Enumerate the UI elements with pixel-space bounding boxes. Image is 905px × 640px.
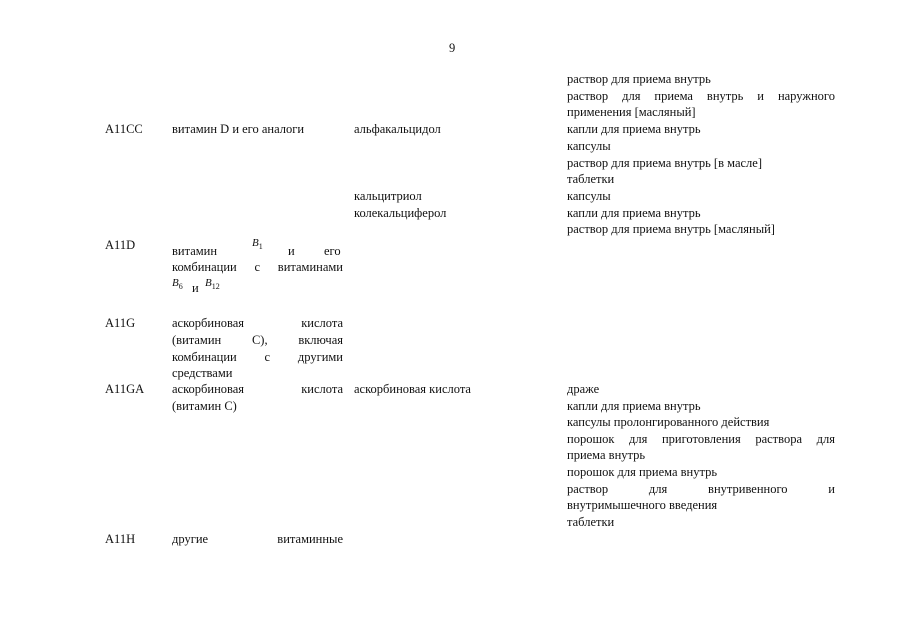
vitamin-b6-symbol: $B_6$ bbox=[172, 277, 183, 291]
dosage-form: капсулы bbox=[567, 189, 611, 203]
group-word: витамин bbox=[172, 244, 218, 258]
dosage-form: капсулы bbox=[567, 139, 611, 153]
substance-name: альфакальцидол bbox=[354, 122, 441, 136]
atc-group-name: витамин D и его аналоги bbox=[172, 122, 305, 136]
atc-group-line: аскорбиновая кислота bbox=[172, 382, 343, 396]
substance-name: колекальциферол bbox=[354, 206, 447, 220]
atc-code: A11GA bbox=[105, 382, 145, 396]
dosage-form: таблетки bbox=[567, 172, 615, 186]
dosage-form: порошок для приема внутрь bbox=[567, 465, 718, 479]
dosage-form: драже bbox=[567, 382, 600, 396]
dosage-form: капли для приема внутрь bbox=[567, 399, 701, 413]
atc-group-line: средствами bbox=[172, 366, 233, 380]
dosage-form: капсулы пролонгированного действия bbox=[567, 415, 770, 429]
atc-code: A11D bbox=[105, 238, 136, 252]
dosage-form: раствор для внутривенного и bbox=[567, 482, 835, 496]
atc-group-line: аскорбиновая кислота bbox=[172, 316, 343, 330]
dosage-form: применения [масляный] bbox=[567, 105, 696, 119]
vitamin-b12-symbol: $B_{12}$ bbox=[205, 277, 220, 291]
atc-group-line: (витамин С), включая bbox=[172, 333, 343, 347]
page-number: 9 bbox=[449, 41, 456, 55]
group-word: и bbox=[192, 281, 199, 295]
atc-group-line: (витамин С) bbox=[172, 399, 237, 413]
dosage-form: капли для приема внутрь bbox=[567, 206, 701, 220]
atc-group-line: другие витаминные bbox=[172, 532, 343, 546]
dosage-form: раствор для приема внутрь [в масле] bbox=[567, 156, 762, 170]
substance-name: аскорбиновая кислота bbox=[354, 382, 471, 396]
vitamin-b1-symbol: $B_1$ bbox=[252, 237, 263, 251]
atc-code: A11CC bbox=[105, 122, 143, 136]
group-word: его bbox=[324, 244, 341, 258]
dosage-form: раствор для приема внутрь [масляный] bbox=[567, 222, 775, 236]
dosage-form: раствор для приема внутрь и наружного bbox=[567, 89, 835, 103]
group-word: и bbox=[288, 244, 295, 258]
atc-group-name bbox=[172, 234, 357, 295]
dosage-form: таблетки bbox=[567, 515, 615, 529]
substance-name: кальцитриол bbox=[354, 189, 422, 203]
dosage-form: приема внутрь bbox=[567, 448, 646, 462]
dosage-form: капли для приема внутрь bbox=[567, 122, 701, 136]
group-line: комбинации с витаминами bbox=[172, 260, 343, 274]
atc-code: A11H bbox=[105, 532, 136, 546]
atc-group-line: комбинации с другими bbox=[172, 350, 343, 364]
dosage-form: раствор для приема внутрь bbox=[567, 72, 711, 86]
dosage-form: внутримышечного введения bbox=[567, 498, 718, 512]
dosage-form: порошок для приготовления раствора для bbox=[567, 432, 835, 446]
atc-code: A11G bbox=[105, 316, 136, 330]
